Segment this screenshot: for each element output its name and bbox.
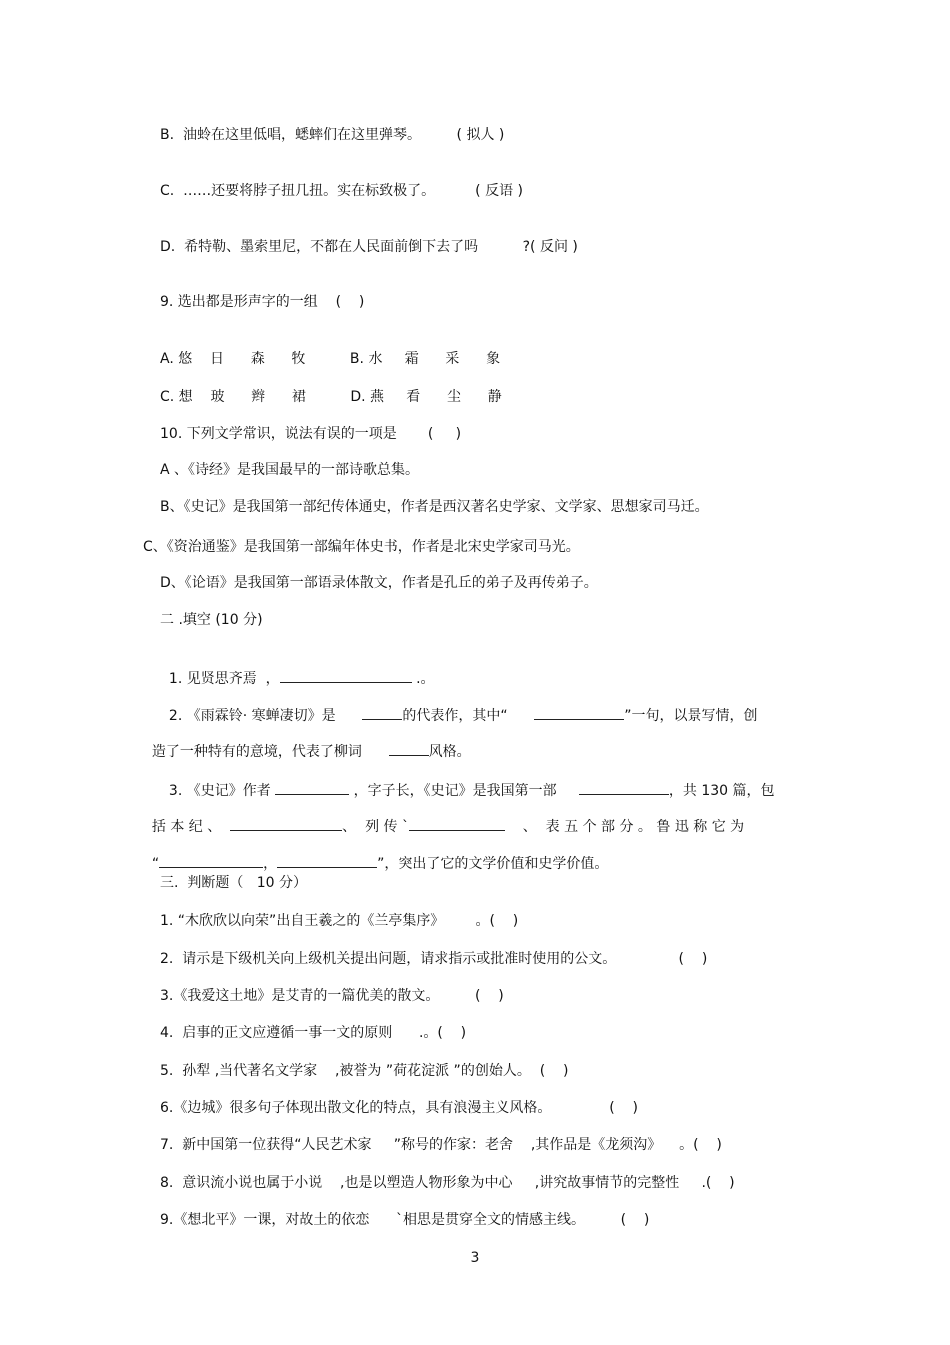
judge-item: 2. 请示是下级机关向上级机关提出问题，请求指示或批准时使用的公文。 ( ): [160, 951, 708, 967]
fill-item-3-line3-comma: ，: [263, 856, 278, 872]
judge-item: 8. 意识流小说也属于小说 ,也是以塑造人物形象为中心 ,讲究故事情节的完整性 .( ): [160, 1175, 735, 1191]
fill-item-3-line-3: [143, 835, 608, 873]
fill-item-2-text-c: ”一句，以景写情，创: [624, 708, 758, 724]
fill-item-3-line2-text-b: 、 列 传 `: [342, 819, 409, 835]
fill-item-2-line2-text: 造了一种特有的意境，代表了柳词: [151, 744, 389, 760]
judge-item: 6.《边城》很多句子体现出散文化的特点，具有浪漫主义风格。 ( ): [160, 1100, 638, 1116]
judge-item: 1. “木欣欣以向荣”出自王羲之的《兰亭集序》 。( ): [160, 913, 519, 929]
fill-item-3-line-2: [143, 798, 744, 836]
fill-item-2-text: 2. 《雨霖铃· 寒蝉凄切》是: [168, 708, 363, 724]
answer-blank[interactable]: [534, 705, 624, 720]
page-number: 3: [470, 1250, 480, 1266]
q10-stem: 10. 下列文学常识，说法有误的一项是 ( ): [160, 426, 462, 442]
q10-option-c: C、《资治通鉴》是我国第一部编年体史书，作者是北宋史学家司马光。: [143, 539, 580, 555]
answer-blank[interactable]: [579, 780, 669, 795]
fill-item-2: [160, 687, 758, 725]
q8-option-d: D. 希特勒、墨索里尼，不都在人民面前倒下去了吗 ?( 反问 ): [160, 239, 578, 255]
fill-item-3-line3-end: ”，突出了它的文学价值和史学价值。: [377, 856, 609, 872]
q9-row-2: C. 想 玻 辫 裙 D. 燕 看 尘 静: [160, 389, 502, 405]
fill-item-3-line2-text: 括 本 纪 、: [151, 819, 231, 835]
fill-item-3: [160, 762, 775, 800]
q10-option-a: A 、《诗经》是我国最早的一部诗歌总集。: [160, 462, 420, 478]
fill-item-2-text-b: 的代表作，其中“: [402, 708, 535, 724]
q8-option-b: B. 油蛉在这里低唱，蟋蟀们在这里弹琴。 ( 拟人 ): [160, 127, 505, 143]
answer-blank[interactable]: [159, 853, 263, 868]
fill-item-3-line3-open: “: [151, 856, 160, 872]
fill-item-2-line2-end: 风格。: [428, 744, 471, 760]
fill-item-3-line2-text-c: 、 表 五 个 部 分 。 鲁 迅 称 它 为: [504, 819, 745, 835]
q10-option-b: B、《史记》是我国第一部纪传体通史，作者是西汉著名史学家、文学家、思想家司马迁。: [160, 499, 709, 515]
fill-item-1-end: .。: [411, 671, 435, 687]
q9-stem: 9. 选出都是形声字的一组 ( ): [160, 294, 365, 310]
judge-item: 3.《我爱这土地》是艾青的一篇优美的散文。 ( ): [160, 988, 504, 1004]
judge-item: 5. 孙犁 ,当代著名文学家 ,被誉为 ”荷花淀派 ”的创始人。 ( ): [160, 1063, 569, 1079]
answer-blank[interactable]: [230, 816, 342, 831]
fill-item-1-text: 1. 见贤思齐焉 ，: [168, 671, 280, 687]
fill-item-3-text: 3. 《史记》作者: [168, 783, 276, 799]
q8-option-c: C. ……还要将脖子扭几扭。实在标致极了。 ( 反语 ): [160, 183, 524, 199]
fill-item-1: [160, 650, 435, 688]
answer-blank[interactable]: [362, 705, 402, 720]
section3-title: 三. 判断题（ 10 分）: [160, 875, 307, 891]
answer-blank[interactable]: [275, 780, 349, 795]
answer-blank[interactable]: [389, 741, 429, 756]
judge-item: 9.《想北平》一课，对故土的依恋 `相思是贯穿全文的情感主线。 ( ): [160, 1212, 650, 1228]
q10-option-d: D、《论语》是我国第一部语录体散文，作者是孔丘的弟子及再传弟子。: [160, 575, 598, 591]
answer-blank[interactable]: [277, 853, 377, 868]
fill-item-3-text-b: ，字子长，《史记》是我国第一部: [349, 783, 579, 799]
q9-row-1: A. 悠 日 森 牧 B. 水 霜 采 象: [160, 351, 501, 367]
answer-blank[interactable]: [409, 816, 505, 831]
fill-item-2-line-2: [143, 723, 471, 761]
fill-item-3-text-c: ，共 130 篇，包: [668, 783, 775, 799]
judge-item: 7. 新中国第一位获得“人民艺术家 ”称号的作家：老舍 ,其作品是《龙须沟》 。( ): [160, 1137, 722, 1153]
section2-title: 二 .填空 (10 分): [160, 612, 263, 628]
judge-item: 4. 启事的正文应遵循一事一文的原则 .。( ): [160, 1025, 467, 1041]
answer-blank[interactable]: [280, 668, 412, 683]
